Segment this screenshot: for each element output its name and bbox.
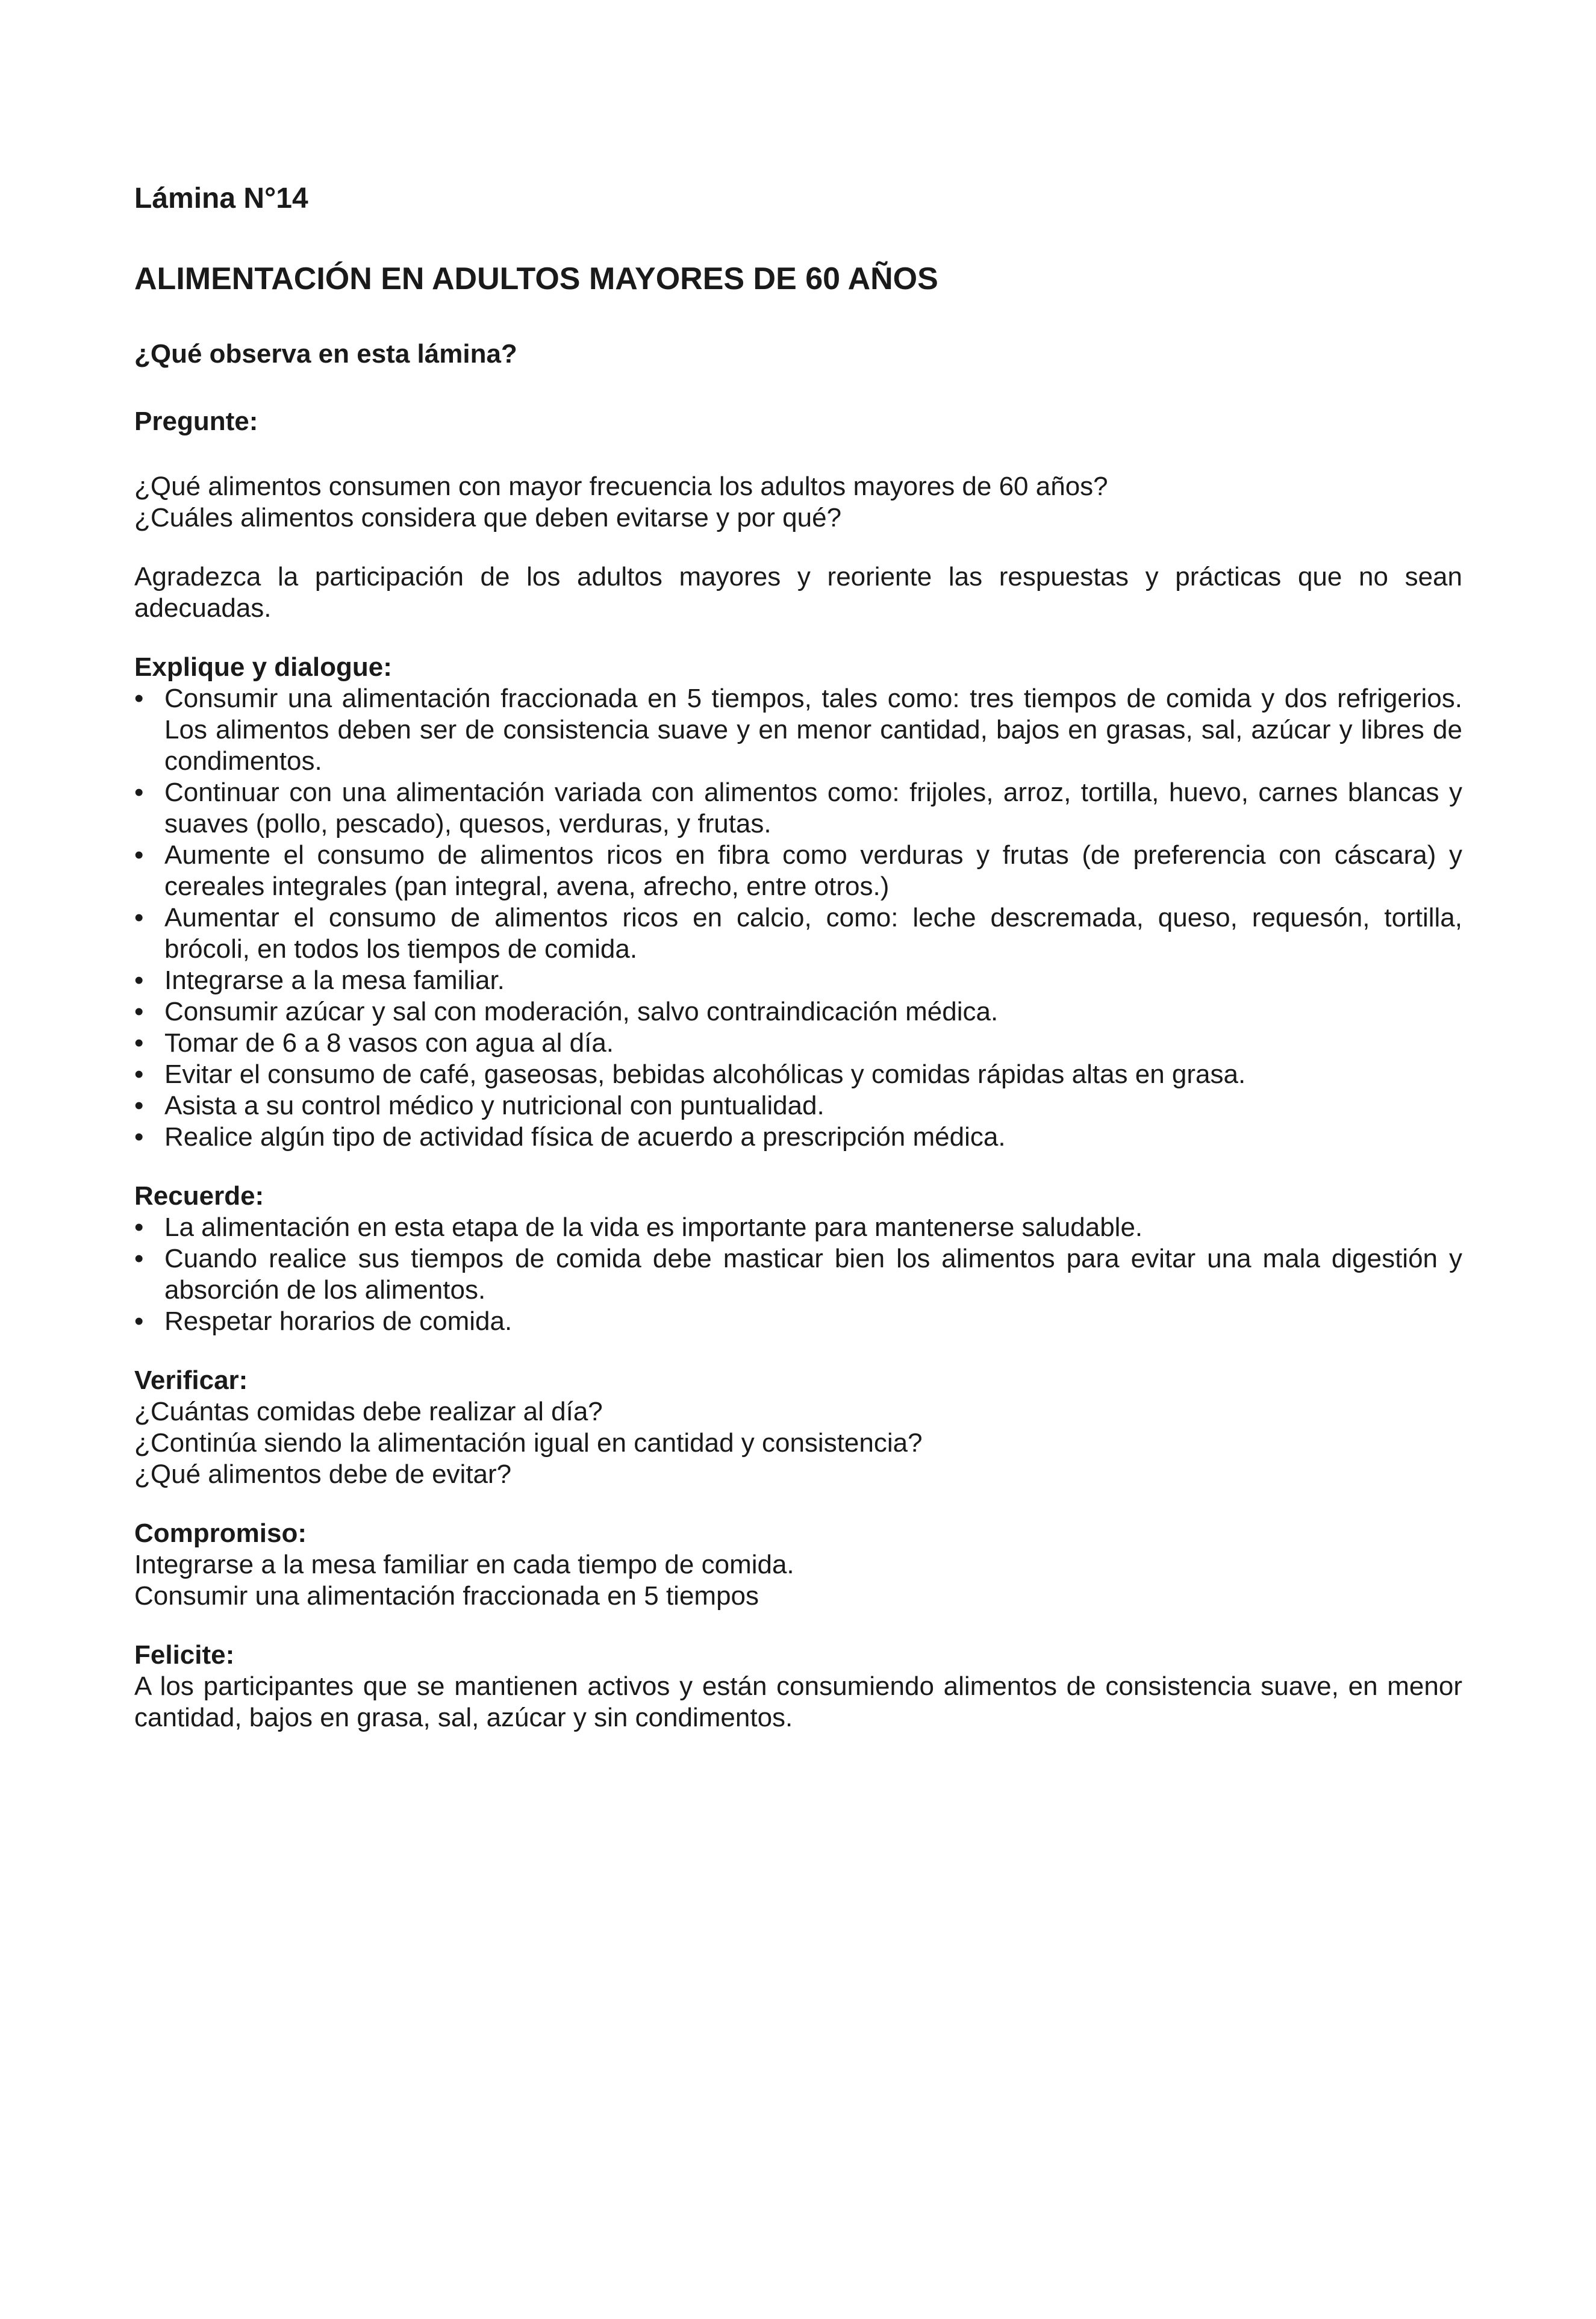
page-title: ALIMENTACIÓN EN ADULTOS MAYORES DE 60 AÑOS xyxy=(134,261,938,296)
compromiso-heading: Compromiso: xyxy=(134,1518,307,1548)
list-item: • Continuar con una alimentación variada con alimentos como: frijoles, arroz, tortilla, huevo, carnes blancas y suaves (pollo, pescado), quesos, verduras, y frutas. xyxy=(134,777,1462,840)
explique-heading: Explique y dialogue: xyxy=(134,652,392,682)
felicite-text: A los participantes que se mantienen activos y están consumiendo alimentos de consistencia suave, en menor cantidad, bajos en grasa, sal, azúcar y sin condimentos. xyxy=(134,1671,1462,1732)
verificar-question: ¿Qué alimentos debe de evitar? xyxy=(134,1459,512,1489)
list-item: • Tomar de 6 a 8 vasos con agua al día. xyxy=(134,1028,1462,1059)
verificar-question: ¿Continúa siendo la alimentación igual en cantidad y consistencia? xyxy=(134,1428,923,1458)
recuerde-list xyxy=(134,1212,1462,1337)
compromiso-line: Consumir una alimentación fraccionada en 5 tiempos xyxy=(134,1581,759,1611)
document-page xyxy=(134,181,1462,1734)
compromiso-line: Integrarse a la mesa familiar en cada tiempo de comida. xyxy=(134,1550,794,1579)
explique-list xyxy=(134,683,1462,1153)
list-item: • Respetar horarios de comida. xyxy=(134,1306,1462,1337)
list-item: • Realice algún tipo de actividad física de acuerdo a prescripción médica. xyxy=(134,1122,1462,1153)
list-item: • Aumente el consumo de alimentos ricos en fibra como verduras y frutas (de preferencia con cáscara) y cereales integrales (pan integral, avena, afrecho, entre otros.) xyxy=(134,840,1462,902)
pregunte-question: ¿Qué alimentos consumen con mayor frecuencia los adultos mayores de 60 años? xyxy=(134,472,1108,501)
verificar-questions xyxy=(134,1396,1462,1490)
observe-question: ¿Qué observa en esta lámina? xyxy=(134,339,517,369)
recuerde-heading: Recuerde: xyxy=(134,1181,264,1211)
verificar-question: ¿Cuántas comidas debe realizar al día? xyxy=(134,1397,603,1426)
felicite-heading: Felicite: xyxy=(134,1640,235,1670)
list-item: • La alimentación en esta etapa de la vida es importante para mantenerse saludable. xyxy=(134,1212,1462,1243)
list-item: • Asista a su control médico y nutricional con puntualidad. xyxy=(134,1090,1462,1122)
compromiso-lines xyxy=(134,1549,1462,1612)
verificar-heading: Verificar: xyxy=(134,1365,248,1395)
list-item: • Consumir una alimentación fraccionada en 5 tiempos, tales como: tres tiempos de comida y dos refrigerios. Los alimentos deben ser de consistencia suave y en menor cantidad, bajos en grasas, sal, azúcar y libres de condimentos. xyxy=(134,683,1462,777)
pregunte-heading: Pregunte: xyxy=(134,407,258,436)
list-item: • Evitar el consumo de café, gaseosas, bebidas alcohólicas y comidas rápidas altas en grasa. xyxy=(134,1059,1462,1090)
plate-number: Lámina N°14 xyxy=(134,183,308,214)
pregunte-questions xyxy=(134,471,1462,534)
list-item: • Aumentar el consumo de alimentos ricos en calcio, como: leche descremada, queso, requesón, tortilla, brócoli, en todos los tiempos de comida. xyxy=(134,902,1462,965)
list-item: • Cuando realice sus tiempos de comida debe masticar bien los alimentos para evitar una mala digestión y absorción de los alimentos. xyxy=(134,1243,1462,1306)
pregunte-note: Agradezca la participación de los adultos mayores y reoriente las respuestas y prácticas que no sean adecuadas. xyxy=(134,562,1462,623)
list-item: • Consumir azúcar y sal con moderación, salvo contraindicación médica. xyxy=(134,996,1462,1028)
list-item: • Integrarse a la mesa familiar. xyxy=(134,965,1462,996)
pregunte-question: ¿Cuáles alimentos considera que deben evitarse y por qué? xyxy=(134,503,842,532)
